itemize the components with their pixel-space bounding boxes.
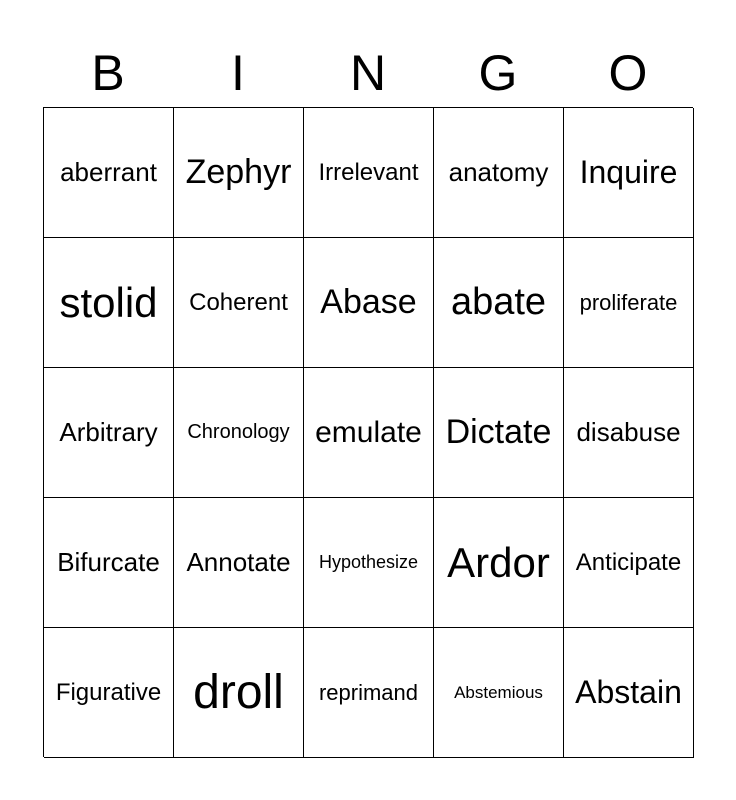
cell-word: Anticipate [575,548,682,576]
bingo-cell[interactable] [44,368,174,498]
bingo-cell[interactable] [434,108,564,238]
bingo-cell[interactable] [434,628,564,758]
cell-word: proliferate [579,289,678,315]
cell-word: Zephyr [185,153,292,191]
cell-word: abate [450,281,547,323]
cell-word: Hypothesize [318,552,419,572]
cell-word: emulate [315,415,422,449]
cell-word: anatomy [448,157,549,187]
bingo-cell[interactable] [44,238,174,368]
bingo-cell[interactable] [174,368,304,498]
bingo-cell[interactable] [304,498,434,628]
bingo-cell[interactable] [44,108,174,238]
cell-word: Inquire [579,154,678,190]
cell-word: Dictate [445,413,552,451]
cell-word: Abstain [575,674,682,710]
cell-word: Ardor [447,538,550,586]
cell-word: reprimand [318,679,419,705]
cell-word: Bifurcate [57,547,160,577]
cell-word: droll [193,666,284,719]
bingo-cell[interactable] [304,628,434,758]
cell-word: stolid [59,278,158,326]
bingo-cell[interactable] [44,498,174,628]
header-letter-g: G [478,45,518,101]
cell-word: Arbitrary [59,417,158,447]
bingo-cell[interactable] [304,108,434,238]
bingo-cell[interactable] [434,238,564,368]
header-letter-i: I [231,45,245,101]
cell-word: Annotate [186,547,291,577]
bingo-cell[interactable] [564,368,694,498]
bingo-cell[interactable] [564,628,694,758]
bingo-cell[interactable] [44,628,174,758]
cell-word: aberrant [60,157,157,187]
cell-word: Coherent [189,288,288,316]
bingo-header [43,40,693,106]
bingo-cell[interactable] [434,368,564,498]
cell-word: Irrelevant [318,158,419,186]
bingo-cell[interactable] [174,498,304,628]
bingo-cell[interactable] [174,238,304,368]
cell-word: disabuse [576,417,681,447]
bingo-cell[interactable] [174,108,304,238]
cell-word: Chronology [187,421,290,443]
bingo-board [43,107,693,757]
cell-word: Abase [320,283,417,321]
bingo-cell[interactable] [434,498,564,628]
bingo-cell[interactable] [304,238,434,368]
header-letter-o: O [608,45,648,101]
bingo-cell[interactable] [304,368,434,498]
cell-word: Abstemious [454,682,543,702]
bingo-cell[interactable] [564,238,694,368]
bingo-cell[interactable] [564,498,694,628]
header-letter-n: N [349,45,387,101]
bingo-cell[interactable] [564,108,694,238]
cell-word: Figurative [55,678,162,706]
bingo-cell[interactable] [174,628,304,758]
header-letter-b: B [91,45,125,101]
